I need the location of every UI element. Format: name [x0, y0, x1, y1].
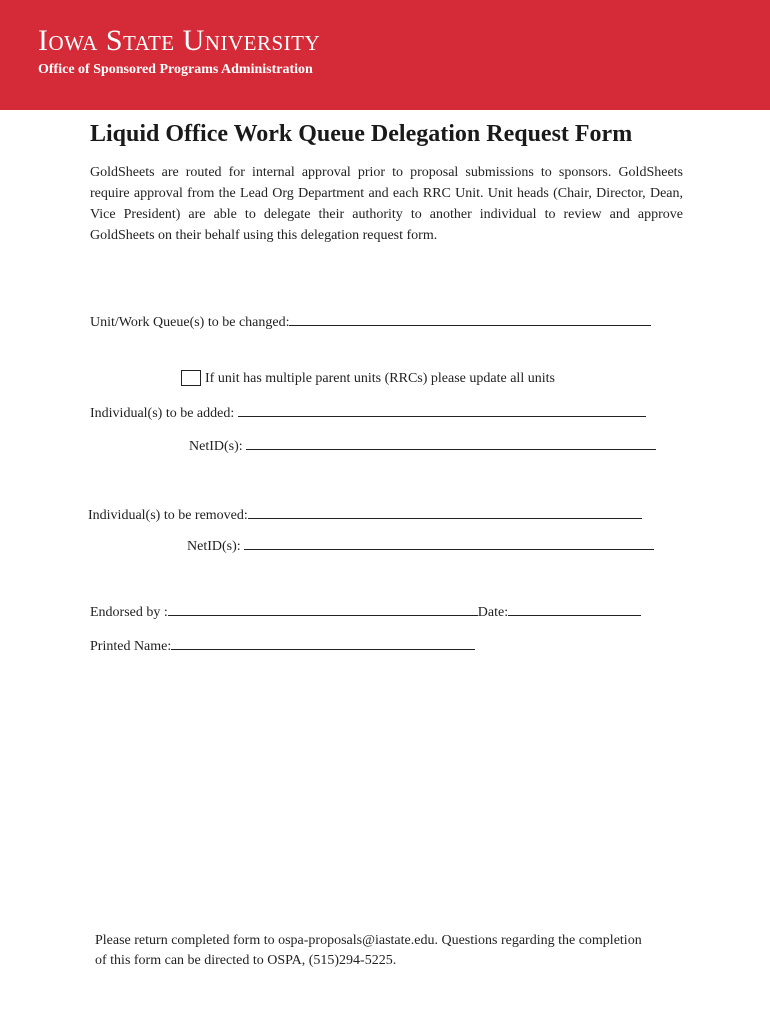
header-banner	[0, 0, 770, 110]
remove-netid-input-line[interactable]	[244, 535, 654, 550]
add-individual-label: Individual(s) to be added:	[90, 406, 235, 421]
endorsed-input-line[interactable]	[168, 601, 478, 616]
remove-individual-input-line[interactable]	[248, 504, 642, 519]
printed-name-field	[90, 635, 475, 655]
unit-input-line[interactable]	[289, 311, 651, 326]
remove-netid-field	[187, 535, 654, 555]
endorsed-label: Endorsed by :	[90, 605, 168, 620]
printed-name-label: Printed Name:	[90, 639, 172, 654]
unit-label: Unit/Work Queue(s) to be changed:	[90, 315, 290, 330]
add-individual-field	[90, 402, 646, 422]
date-input-line[interactable]	[508, 601, 641, 616]
form-title: Liquid Office Work Queue Delegation Request Form	[90, 121, 633, 147]
endorsed-field	[90, 601, 641, 621]
date-label: Date:	[477, 605, 509, 620]
footer-note: Please return completed form to ospa-proposals@iastate.edu. Questions regarding the completion of this form can be directed to OSPA, (515)294-5225.	[95, 933, 642, 968]
remove-netid-label: NetID(s):	[187, 539, 241, 554]
multi-parent-label: If unit has multiple parent units (RRCs) please update all units	[205, 371, 555, 386]
office-name: Office of Sponsored Programs Administration	[38, 62, 313, 77]
add-netid-field	[189, 435, 656, 455]
university-logo-text: Iowa State University	[38, 24, 321, 57]
remove-individual-label: Individual(s) to be removed:	[88, 508, 248, 523]
add-individual-input-line[interactable]	[238, 402, 646, 417]
add-netid-label: NetID(s):	[189, 439, 243, 454]
unit-field	[90, 311, 651, 331]
add-netid-input-line[interactable]	[246, 435, 656, 450]
remove-individual-field	[88, 504, 642, 524]
multi-parent-checkbox[interactable]	[181, 370, 201, 386]
printed-name-input-line[interactable]	[171, 635, 475, 650]
intro-paragraph: GoldSheets are routed for internal approval prior to proposal submissions to sponsors. GoldSheets require approval from the Lead Org Department and each RRC Unit. Unit heads (Chair, Director, Dean, Vice President) are able to delegate their authority to another individual to review and approve GoldSheets on their behalf using this delegation request form.	[90, 165, 683, 243]
